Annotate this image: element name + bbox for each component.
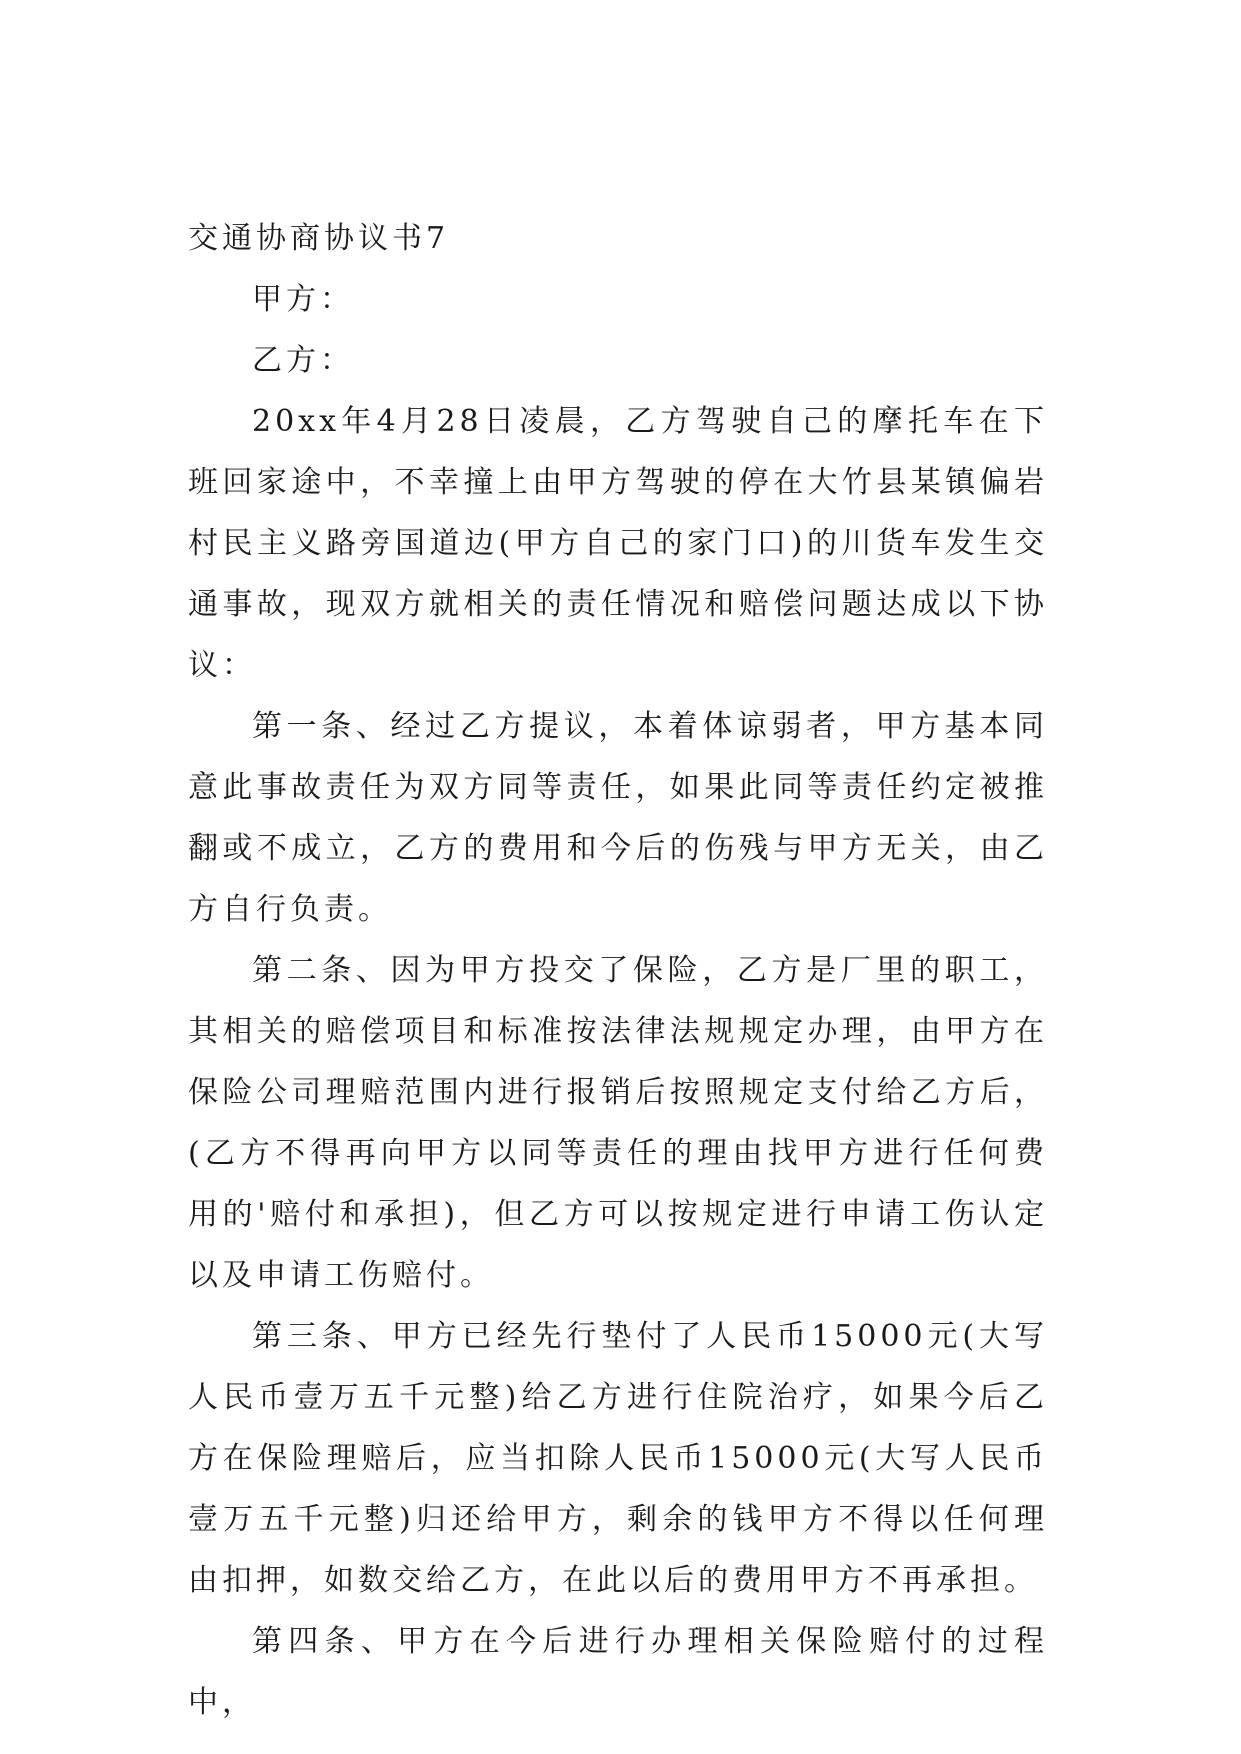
paragraph-article-4: 第四条、甲方在今后进行办理相关保险赔付的过程中，: [188, 1624, 1048, 1720]
party-a-label: 甲方：: [252, 282, 354, 317]
paragraph-incident: 20xx年4月28日凌晨，乙方驾驶自己的摩托车在下班回家途中，不幸撞上由甲方驾驶的停在大竹县某镇偏岩村民主义路旁国道边(甲方自己的家门口)的川货车发生交通事故，现双方就相关的责任情况和赔偿问题达成以下协议：: [188, 404, 1048, 683]
document-title: 交通协商协议书7: [188, 221, 450, 256]
paragraph-article-2: 第二条、因为甲方投交了保险，乙方是厂里的职工，其相关的赔偿项目和标准按法律法规规定办理，由甲方在保险公司理赔范围内进行报销后按照规定支付给乙方后，(乙方不得再向甲方以同等责任的理由找甲方进行任何费用的'赔付和承担)，但乙方可以按规定进行申请工伤认定以及申请工伤赔付。: [188, 953, 1048, 1293]
paragraph-article-3: 第三条、甲方已经先行垫付了人民币15000元(大写人民币壹万五千元整)给乙方进行住院治疗，如果今后乙方在保险理赔后，应当扣除人民币15000元(大写人民币壹万五千元整)归还给甲方，剩余的钱甲方不得以任何理由扣押，如数交给乙方，在此以后的费用甲方不再承担。: [188, 1319, 1048, 1598]
paragraph-article-1: 第一条、经过乙方提议，本着体谅弱者，甲方基本同意此事故责任为双方同等责任，如果此同等责任约定被推翻或不成立，乙方的费用和今后的伤残与甲方无关，由乙方自行负责。: [188, 709, 1048, 927]
document-page: [188, 208, 1048, 1733]
party-b-label: 乙方：: [252, 343, 354, 378]
